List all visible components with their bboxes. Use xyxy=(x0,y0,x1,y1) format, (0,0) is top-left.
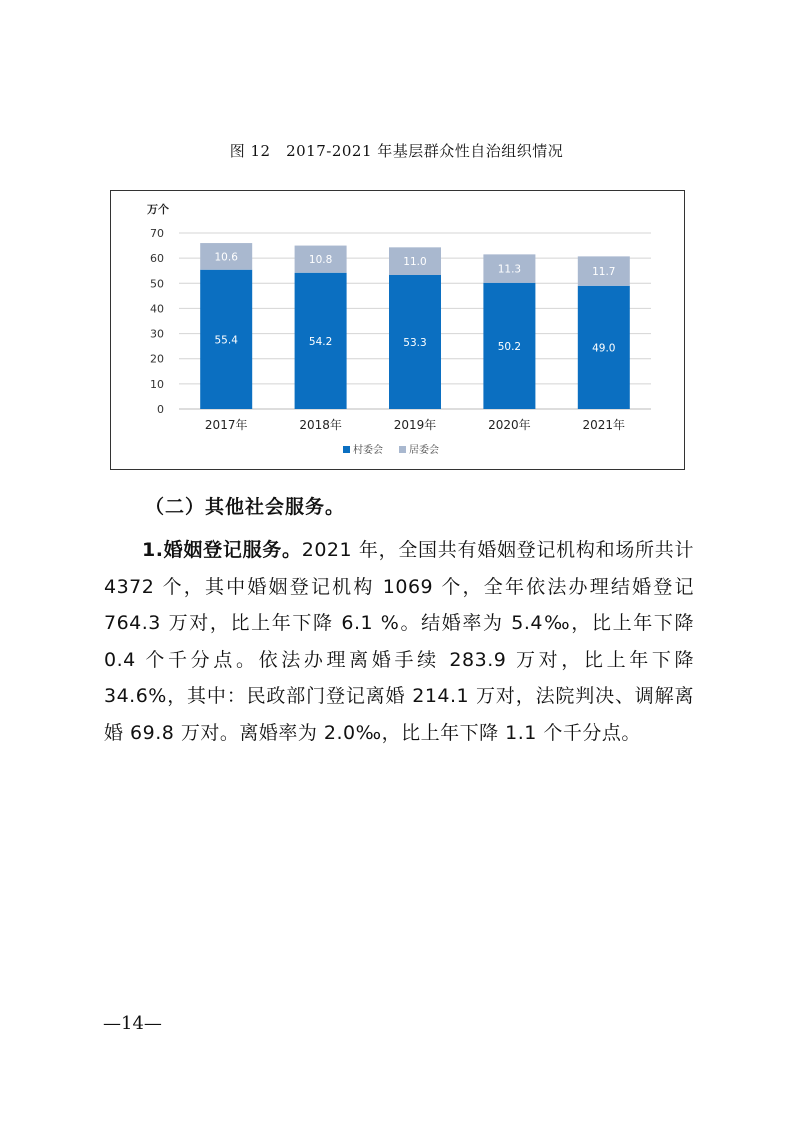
y-tick-label: 50 xyxy=(150,277,164,291)
y-tick-label: 60 xyxy=(150,252,164,266)
x-tick-label: 2018年 xyxy=(299,418,342,432)
x-tick-label: 2021年 xyxy=(582,418,626,432)
y-unit-label: 万个 xyxy=(147,203,169,216)
x-tick-label: 2020年 xyxy=(488,418,531,432)
legend-label-village: 村委会 xyxy=(353,445,383,456)
x-tick-label: 2017年 xyxy=(204,418,248,432)
data-label: 49.0 xyxy=(592,342,616,355)
y-tick-label: 30 xyxy=(150,327,164,341)
data-label: 50.2 xyxy=(497,340,522,353)
data-label: 11.7 xyxy=(592,266,616,279)
y-tick-label: 70 xyxy=(150,227,164,240)
body-paragraph xyxy=(104,532,694,751)
paragraph-lead: 1.婚姻登记服务。 xyxy=(142,539,302,561)
data-label: 10.6 xyxy=(214,251,238,264)
data-label: 11.3 xyxy=(497,263,522,276)
y-tick-label: 40 xyxy=(150,302,164,316)
legend-swatch-village xyxy=(343,446,350,453)
data-label: 54.2 xyxy=(308,335,333,348)
section-heading: （二）其他社会服务。 xyxy=(145,496,346,518)
data-label: 55.4 xyxy=(214,334,238,347)
data-label: 53.3 xyxy=(403,336,427,349)
legend-swatch-resident xyxy=(399,446,406,453)
chart-frame xyxy=(110,190,685,470)
y-tick-label: 0 xyxy=(157,403,164,416)
legend-label-resident: 居委会 xyxy=(409,445,439,456)
data-label: 10.8 xyxy=(308,254,333,267)
data-label: 11.0 xyxy=(403,256,427,269)
y-tick-label: 20 xyxy=(150,352,164,366)
paragraph-text: 2021 年，全国共有婚姻登记机构和场所共计 4372 个，其中婚姻登记机构 1069 个，全年依法办理结婚登记 764.3 万对，比上年下降 6.1 %。结婚率为 5.4‰，比上年下降 0.4 个千分点。依法办理离婚手续 283.9 万对，比上年下降 34.6%，其中：民政部门登记离婚 214.1 万对，法院判决、调解离婚 69.8 万对。离婚率为 2.0‰，比上年下降 1.1 个千分点。 xyxy=(104,539,694,744)
page-number: —14— xyxy=(103,1013,162,1034)
y-tick-label: 10 xyxy=(150,377,164,391)
stacked-bar-chart xyxy=(111,191,683,468)
figure-caption: 图 12 2017-2021 年基层群众性自治组织情况 xyxy=(229,142,564,160)
x-tick-label: 2019年 xyxy=(393,418,437,432)
